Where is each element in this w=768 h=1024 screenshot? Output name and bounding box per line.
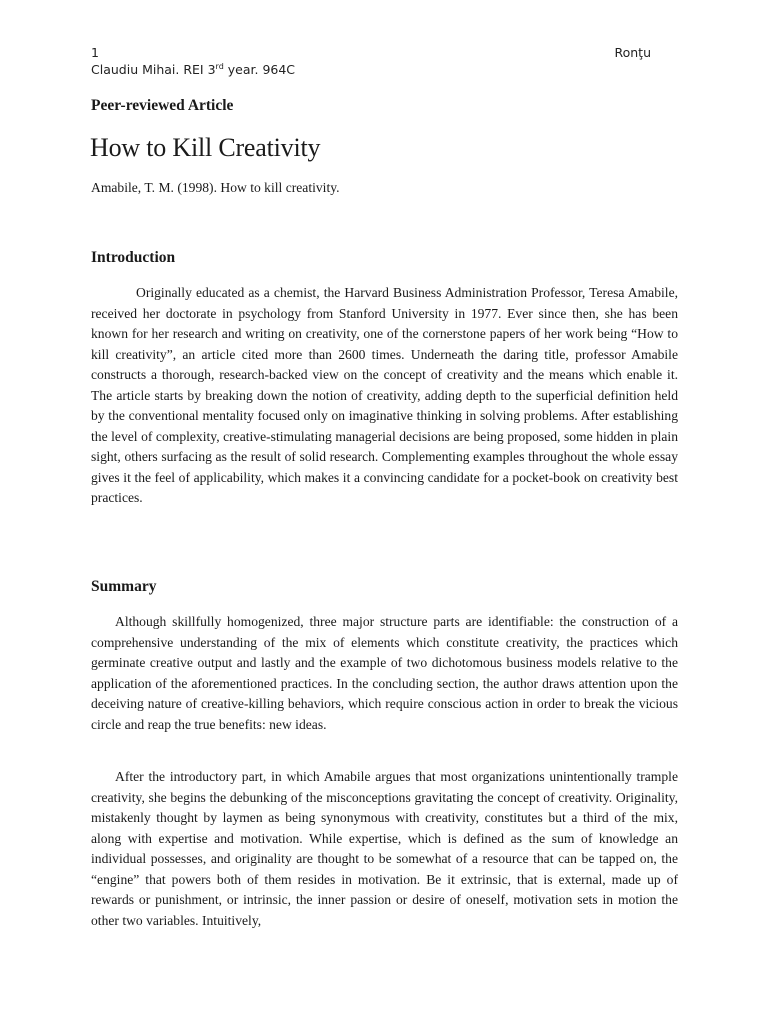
introduction-heading: Introduction xyxy=(91,249,176,266)
article-type-label: Peer-reviewed Article xyxy=(91,97,234,114)
author-line-prefix: Claudiu Mihai. REI 3 xyxy=(91,62,216,77)
author-line-suffix: year. 964C xyxy=(223,62,296,77)
page-header xyxy=(91,45,651,61)
header-right-name: Ronţu xyxy=(614,45,651,60)
author-line-sup: rd xyxy=(215,61,224,71)
citation: Amabile, T. M. (1998). How to kill creativity. xyxy=(91,180,340,195)
summary-paragraph-1: Although skillfully homogenized, three major structure parts are identifiable: the construction of a comprehensive understanding of the mix of elements which constitute creativity, the practices which germinate creative output and lastly and the example of two dichotomous business models relative to the application of the aforementioned practices. In the concluding section, the author draws attention upon the deceiving nature of creative-killing behaviors, which require conscious action in order to break the vicious circle and reap the true benefits: new ideas. xyxy=(91,614,678,732)
summary-heading: Summary xyxy=(91,578,157,595)
document-title: How to Kill Creativity xyxy=(90,133,321,162)
introduction-paragraph: Originally educated as a chemist, the Harvard Business Administration Professor, Teresa Amabile, received her doctorate in psychology from Stanford University in 1977. Ever since then, she has been known for her research and writing on creativity, one of the cornerstone papers of her work being “How to kill creativity”, an article cited more than 2600 times. Underneath the daring title, professor Amabile constructs a thorough, research-backed view on the concept of creativity and the means which enable it. The article starts by breaking down the notion of creativity, adding depth to the superficial definition held by the conventional mentality focused only on imaginative thinking in solving problems. After establishing the level of complexity, creative-stimulating managerial decisions are being proposed, some hidden in plain sight, others surfacing as the result of solid research. Complementing examples throughout the whole essay gives it the feel of applicability, which makes it a convincing candidate for a pocket-book on creativity best practices. xyxy=(91,285,678,506)
author-line xyxy=(91,62,651,78)
page-number: 1 xyxy=(91,45,99,60)
summary-paragraph-2: After the introductory part, in which Amabile argues that most organizations unintentionally trample creativity, she begins the debunking of the misconceptions gravitating the concept of creativity. Originality, mistakenly thought by laymen as being synonymous with creativity, constitutes but a third of the mix, along with expertise and motivation. While expertise, which is defined as the sum of knowledge an individual possesses, and originality are thought to be somewhat of a resource that can be tapped on, the “engine” that powers both of them resides in motivation. Be it extrinsic, that is external, made up of rewards or punishment, or intrinsic, the inner passion or desire of oneself, motivation sets in motion the other two variables. Intuitively, xyxy=(91,769,678,928)
